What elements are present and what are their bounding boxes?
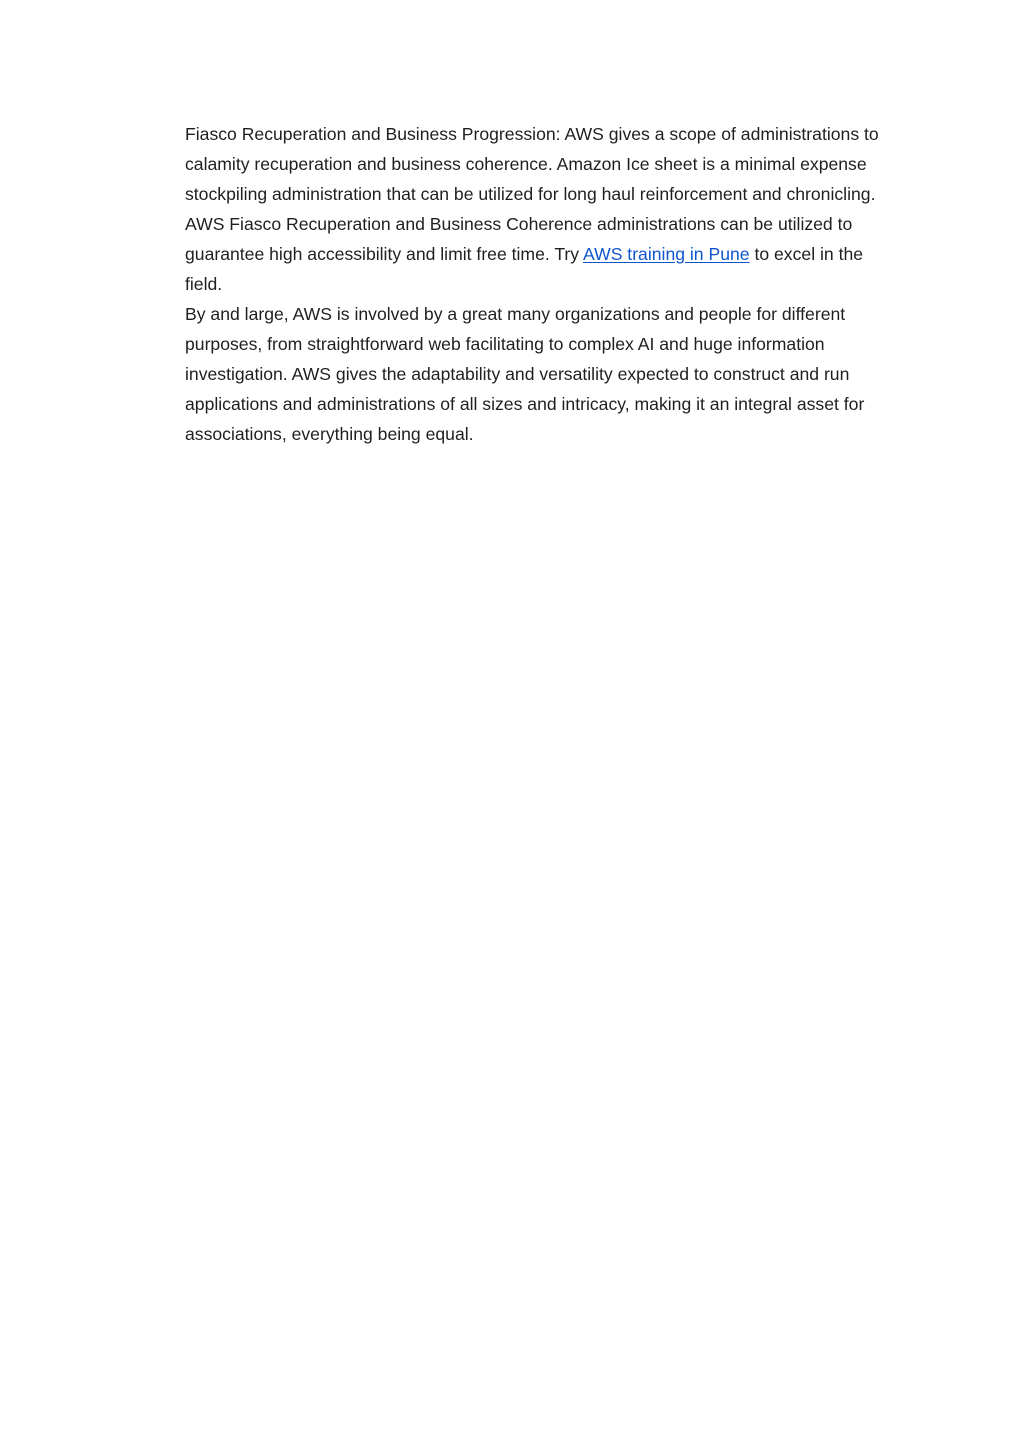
- document-body: [185, 119, 900, 449]
- paragraph-summary: By and large, AWS is involved by a great many organizations and people for different purposes, from straightforward web facilitating to complex AI and huge information investigation. AWS gives the adaptability and versatility expected to construct and run applications and administrations of all sizes and intricacy, making it an integral asset for associations, everything being equal.: [185, 304, 865, 444]
- paragraph-disaster-recovery: [185, 119, 900, 299]
- aws-training-pune-link[interactable]: AWS training in Pune: [583, 244, 750, 264]
- paragraph-1-text-before-link: Fiasco Recuperation and Business Progression: AWS gives a scope of administrations to calamity recuperation and business coherence. Amazon Ice sheet is a minimal expense stockpiling administration that can be utilized for long haul reinforcement and chronicling. AWS Fiasco Recuperation and Business Coherence administrations can be utilized to guarantee high accessibility and limit free time. Try: [185, 124, 879, 264]
- paragraph-1-text-after-link: to excel in the field.: [185, 244, 864, 294]
